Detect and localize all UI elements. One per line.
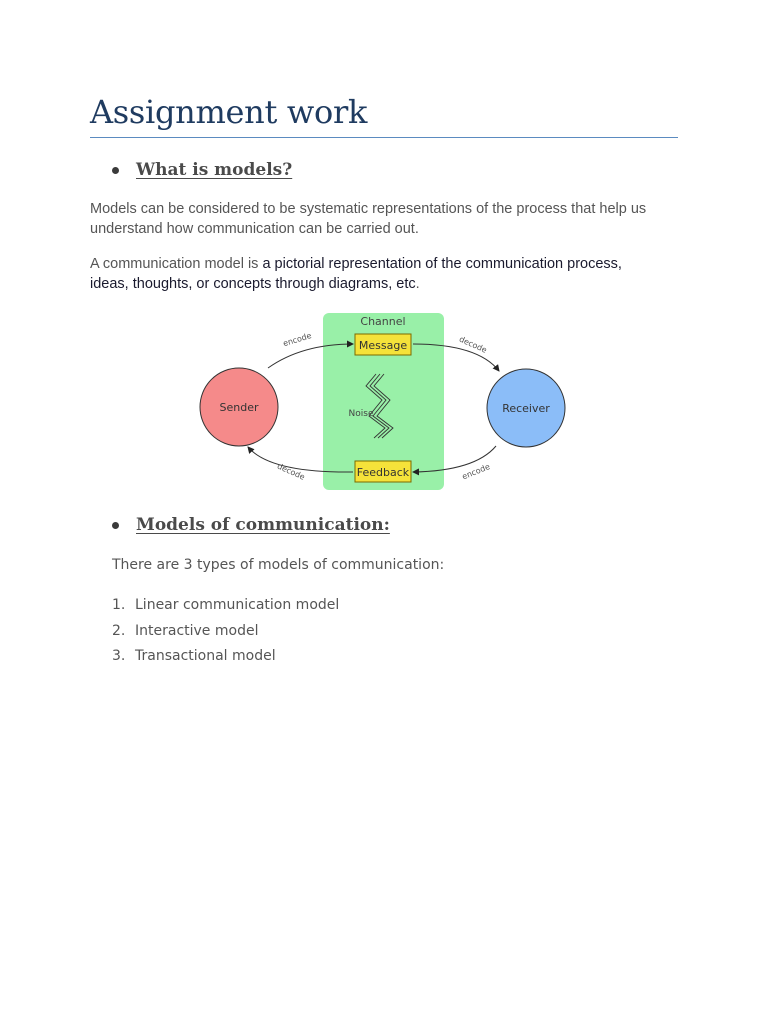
communication-model-paragraph <box>90 254 622 294</box>
page-title: Assignment work <box>90 93 368 131</box>
paragraph-suffix: . <box>415 276 420 292</box>
section-heading-what-is-models <box>112 160 292 180</box>
list-item-number: 3. <box>112 648 126 664</box>
bullet-icon <box>112 522 119 529</box>
channel-label: Channel <box>360 315 406 328</box>
models-definition-paragraph <box>90 199 646 239</box>
models-types-intro: There are 3 types of models of communication: <box>112 557 445 573</box>
section-heading-models-of-communication <box>112 515 390 535</box>
section-heading-text: What is models? <box>136 160 293 180</box>
list-item <box>112 594 339 620</box>
encode-label-top: encode <box>281 331 313 349</box>
list-item-number: 1. <box>112 597 126 613</box>
section-heading-text: Models of communication: <box>136 515 390 535</box>
decode-label-bottom: decode <box>275 461 307 482</box>
paragraph-line: Models can be considered to be systematic representations of the process that help us <box>90 201 647 217</box>
noise-label: Noise <box>348 409 374 419</box>
decode-label-top: decode <box>457 334 489 355</box>
bullet-icon <box>112 167 119 174</box>
paragraph-line: understand how communication can be carried out. <box>90 221 419 237</box>
models-list <box>112 594 339 671</box>
paragraph-highlight: ideas, thoughts, or concepts through diagrams, etc <box>90 276 416 292</box>
list-item-number: 2. <box>112 622 126 639</box>
list-item-text: Interactive model <box>135 622 259 639</box>
communication-model-diagram <box>190 308 580 498</box>
receiver-label: Receiver <box>502 402 550 415</box>
title-underline-rule <box>90 137 678 138</box>
message-label: Message <box>358 339 408 352</box>
paragraph-highlight: a pictorial representation of the communication process, <box>262 256 622 272</box>
list-item-text: Linear communication model <box>135 597 340 613</box>
sender-label: Sender <box>219 401 259 414</box>
feedback-label: Feedback <box>356 466 410 479</box>
paragraph-prefix: A communication model is <box>90 256 263 272</box>
list-item <box>112 645 339 671</box>
list-item-text: Transactional model <box>135 648 276 664</box>
list-item <box>112 620 339 646</box>
encode-label-bottom: encode <box>460 462 492 482</box>
